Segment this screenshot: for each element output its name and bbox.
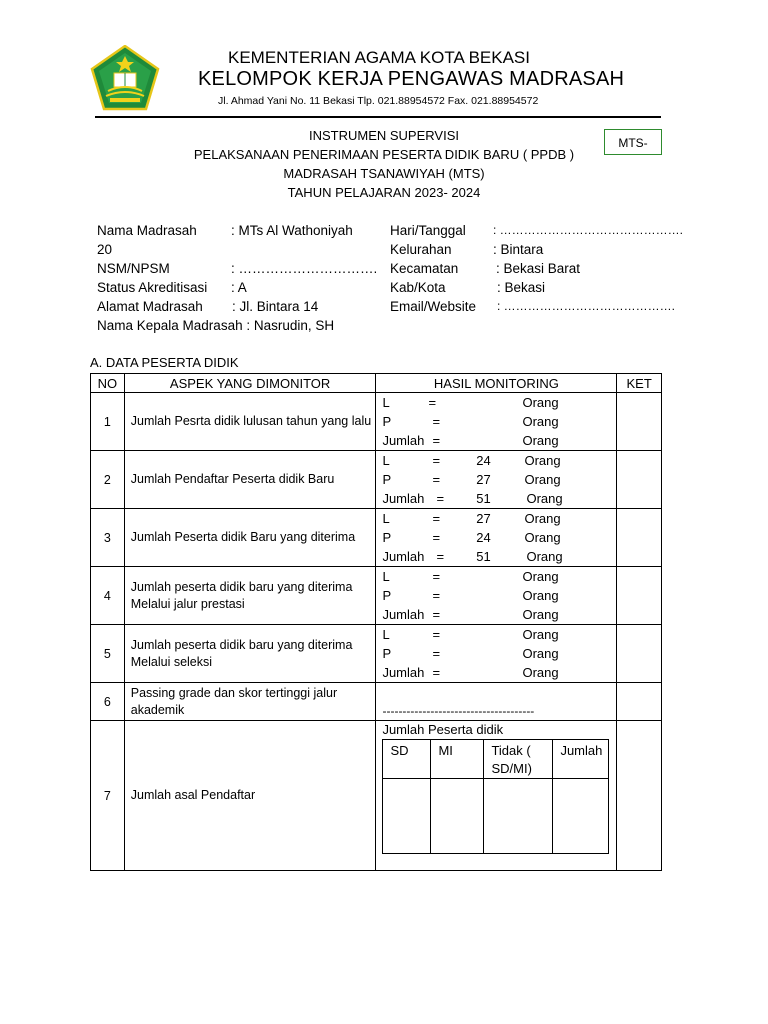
kecamatan-label: Kecamatan [390,261,459,276]
title-line-1: INSTRUMEN SUPERVISI [308,128,459,143]
title-line-2: PELAKSANAAN PENERIMAAN PESERTA DIDIK BARU ( PPDB ) [193,147,575,162]
nsm-label: NSM/NPSM [97,261,170,276]
nama-madrasah-label: Nama Madrasah [97,223,197,238]
row-aspek: Jumlah Pendaftar Peserta didik Baru [124,451,376,509]
ministry-name: KEMENTERIAN AGAMA KOTA BEKASI [228,48,530,67]
kabkota-value: : Bekasi [497,280,546,295]
hasil-equals: = [432,627,441,642]
hasil-unit: Orang [522,569,559,584]
header-no: NO [91,374,125,393]
row-aspek: Jumlah peserta didik baru yang diterima Melalui jalur prestasi [124,567,376,625]
kecamatan-value: : Bekasi Barat [496,261,581,276]
hasil-equals: = [432,453,441,468]
row-aspek: Jumlah Pesrta didik lulusan tahun yang lalu [124,393,376,451]
nama-madrasah-wrap: 20 [97,242,113,257]
asal-pendaftar-table [382,739,609,854]
table-header-row [91,374,662,393]
hasil-label: L [382,395,390,410]
hasil-label: L [382,569,390,584]
row-no: 7 [91,721,125,871]
hari-label: Hari/Tanggal [390,223,466,238]
hasil-unit: Orang [522,665,559,680]
hasil-value: 51 [476,549,491,564]
sub-header-mi: MI [431,740,484,779]
header-divider [95,116,661,118]
hasil-unit: Orang [524,511,561,526]
hasil-line-p [376,528,616,547]
row-ket [617,567,662,625]
table-row-6 [91,683,662,721]
sub-cell-sd [383,779,431,854]
hasil-equals: = [432,646,441,661]
row-ket [617,721,662,871]
row-ket [617,625,662,683]
hasil-line-l [376,567,616,586]
row-aspek: Passing grade dan skor tertinggi jalur akademik [124,683,376,721]
hasil-line-jumlah [376,489,616,508]
hasil-label: Jumlah [382,491,425,506]
hasil-equals: = [436,549,445,564]
hasil-line-p [376,470,616,489]
working-group-name: KELOMPOK KERJA PENGAWAS MADRASAH [198,68,625,90]
hasil-line-l [376,451,616,470]
row-no: 6 [91,683,125,721]
sub-cell-jumlah [553,779,609,854]
email-label: Email/Website [390,299,477,314]
hasil-label: L [382,453,390,468]
table-row [91,451,662,509]
row-no: 1 [91,393,125,451]
hasil-line-p [376,644,616,663]
hasil-value: 51 [476,491,491,506]
hasil-unit: Orang [522,588,559,603]
title-line-3: MADRASAH TSANAWIYAH (MTS) [283,166,485,181]
hasil-unit: Orang [522,627,559,642]
hasil-line-jumlah [376,547,616,566]
hasil-line-l [376,393,616,412]
kabkota-label: Kab/Kota [390,280,446,295]
nsm-value: : …………………………. [231,261,378,276]
row-ket [617,509,662,567]
row-aspek: Jumlah peserta didik baru yang diterima Melalui seleksi [124,625,376,683]
nama-madrasah-value: : MTs Al Wathoniyah [231,223,353,238]
address-line: Jl. Ahmad Yani No. 11 Bekasi Tlp. 021.88954572 Fax. 021.88954572 [218,95,539,107]
hasil-label: P [382,472,392,487]
kelurahan-value: : Bintara [493,242,544,257]
hasil-unit: Orang [526,549,563,564]
hasil-value: 24 [476,530,491,545]
hasil-label: P [382,646,392,661]
title-line-4: TAHUN PELAJARAN 2023- 2024 [287,185,481,200]
email-value: : ……………………………………. [497,299,676,313]
hasil-unit: Orang [522,414,559,429]
hasil-label: L [382,627,390,642]
alamat-value: : Jl. Bintara 14 [232,299,319,314]
status-akreditasi-label: Status Akreditisasi [97,280,208,295]
row-ket [617,393,662,451]
hasil-label: L [382,511,390,526]
table-row [91,625,662,683]
hasil-equals: = [432,511,441,526]
section-a-title: A. DATA PESERTA DIDIK [90,355,239,370]
row-ket [617,683,662,721]
row-hasil [376,567,617,625]
hasil-line-l [376,509,616,528]
row-hasil [376,451,617,509]
passing-grade-value: -------------------------------------- [376,683,617,721]
hasil-equals: = [432,569,441,584]
hasil-equals: = [432,588,441,603]
hasil-equals: = [432,530,441,545]
hasil-line-l [376,625,616,644]
hari-value: : ………………………………………. [493,223,684,237]
sub-header-sd: SD [383,740,431,779]
hasil-label: Jumlah [382,607,425,622]
sub-cell-mi [431,779,484,854]
hasil-unit: Orang [522,433,559,448]
hasil-line-jumlah [376,605,616,624]
hasil-label: Jumlah [382,549,425,564]
hasil-equals: = [428,395,437,410]
hasil-equals: = [436,491,445,506]
table-row [91,567,662,625]
sub-cell-tidak [484,779,553,854]
hasil-unit: Orang [524,453,561,468]
sub-header-jumlah: Jumlah [553,740,609,779]
hasil-line-jumlah [376,663,616,682]
hasil-line-p [376,586,616,605]
row-ket [617,451,662,509]
alamat-label: Alamat Madrasah [97,299,203,314]
table-row-7 [91,721,662,871]
row-no: 5 [91,625,125,683]
row-no: 3 [91,509,125,567]
hasil-unit: Orang [522,607,559,622]
hasil-value: 27 [476,472,491,487]
hasil-label: P [382,588,392,603]
hasil-label: P [382,414,392,429]
row-aspek: Jumlah Peserta didik Baru yang diterima [124,509,376,567]
header-ket: KET [617,374,662,393]
hasil-equals: = [432,472,441,487]
row-hasil [376,509,617,567]
hasil-label: P [382,530,392,545]
table-row [91,509,662,567]
hasil-equals: = [432,607,441,622]
sub-header-tidak: Tidak ( SD/MI) [484,740,553,779]
hasil-label: Jumlah [382,433,425,448]
kelurahan-label: Kelurahan [390,242,452,257]
hasil-equals: = [432,665,441,680]
hasil-equals: = [432,414,441,429]
hasil-unit: Orang [526,491,563,506]
hasil-equals: = [432,433,441,448]
header-hasil: HASIL MONITORING [376,374,617,393]
row-aspek: Jumlah asal Pendaftar [124,721,376,871]
hasil-value: 24 [476,453,491,468]
row-no: 4 [91,567,125,625]
row-hasil [376,625,617,683]
hasil-unit: Orang [522,395,559,410]
hasil-unit: Orang [524,472,561,487]
hasil-line-p [376,412,616,431]
hasil-value: 27 [476,511,491,526]
status-akreditasi-value: : A [231,280,247,295]
data-peserta-table [90,373,662,871]
code-box: MTS- [604,129,662,155]
kepala-madrasah: Nama Kepala Madrasah : Nasrudin, SH [97,318,335,333]
header-aspek: ASPEK YANG DIMONITOR [124,374,376,393]
hasil-unit: Orang [524,530,561,545]
row-hasil [376,393,617,451]
hasil-label: Jumlah [382,665,425,680]
hasil-line-jumlah [376,431,616,450]
table-row [91,393,662,451]
row-no: 2 [91,451,125,509]
hasil-unit: Orang [522,646,559,661]
asal-pendaftar-cell [376,721,617,871]
sub-table-title: Jumlah Peserta didik [382,722,504,737]
